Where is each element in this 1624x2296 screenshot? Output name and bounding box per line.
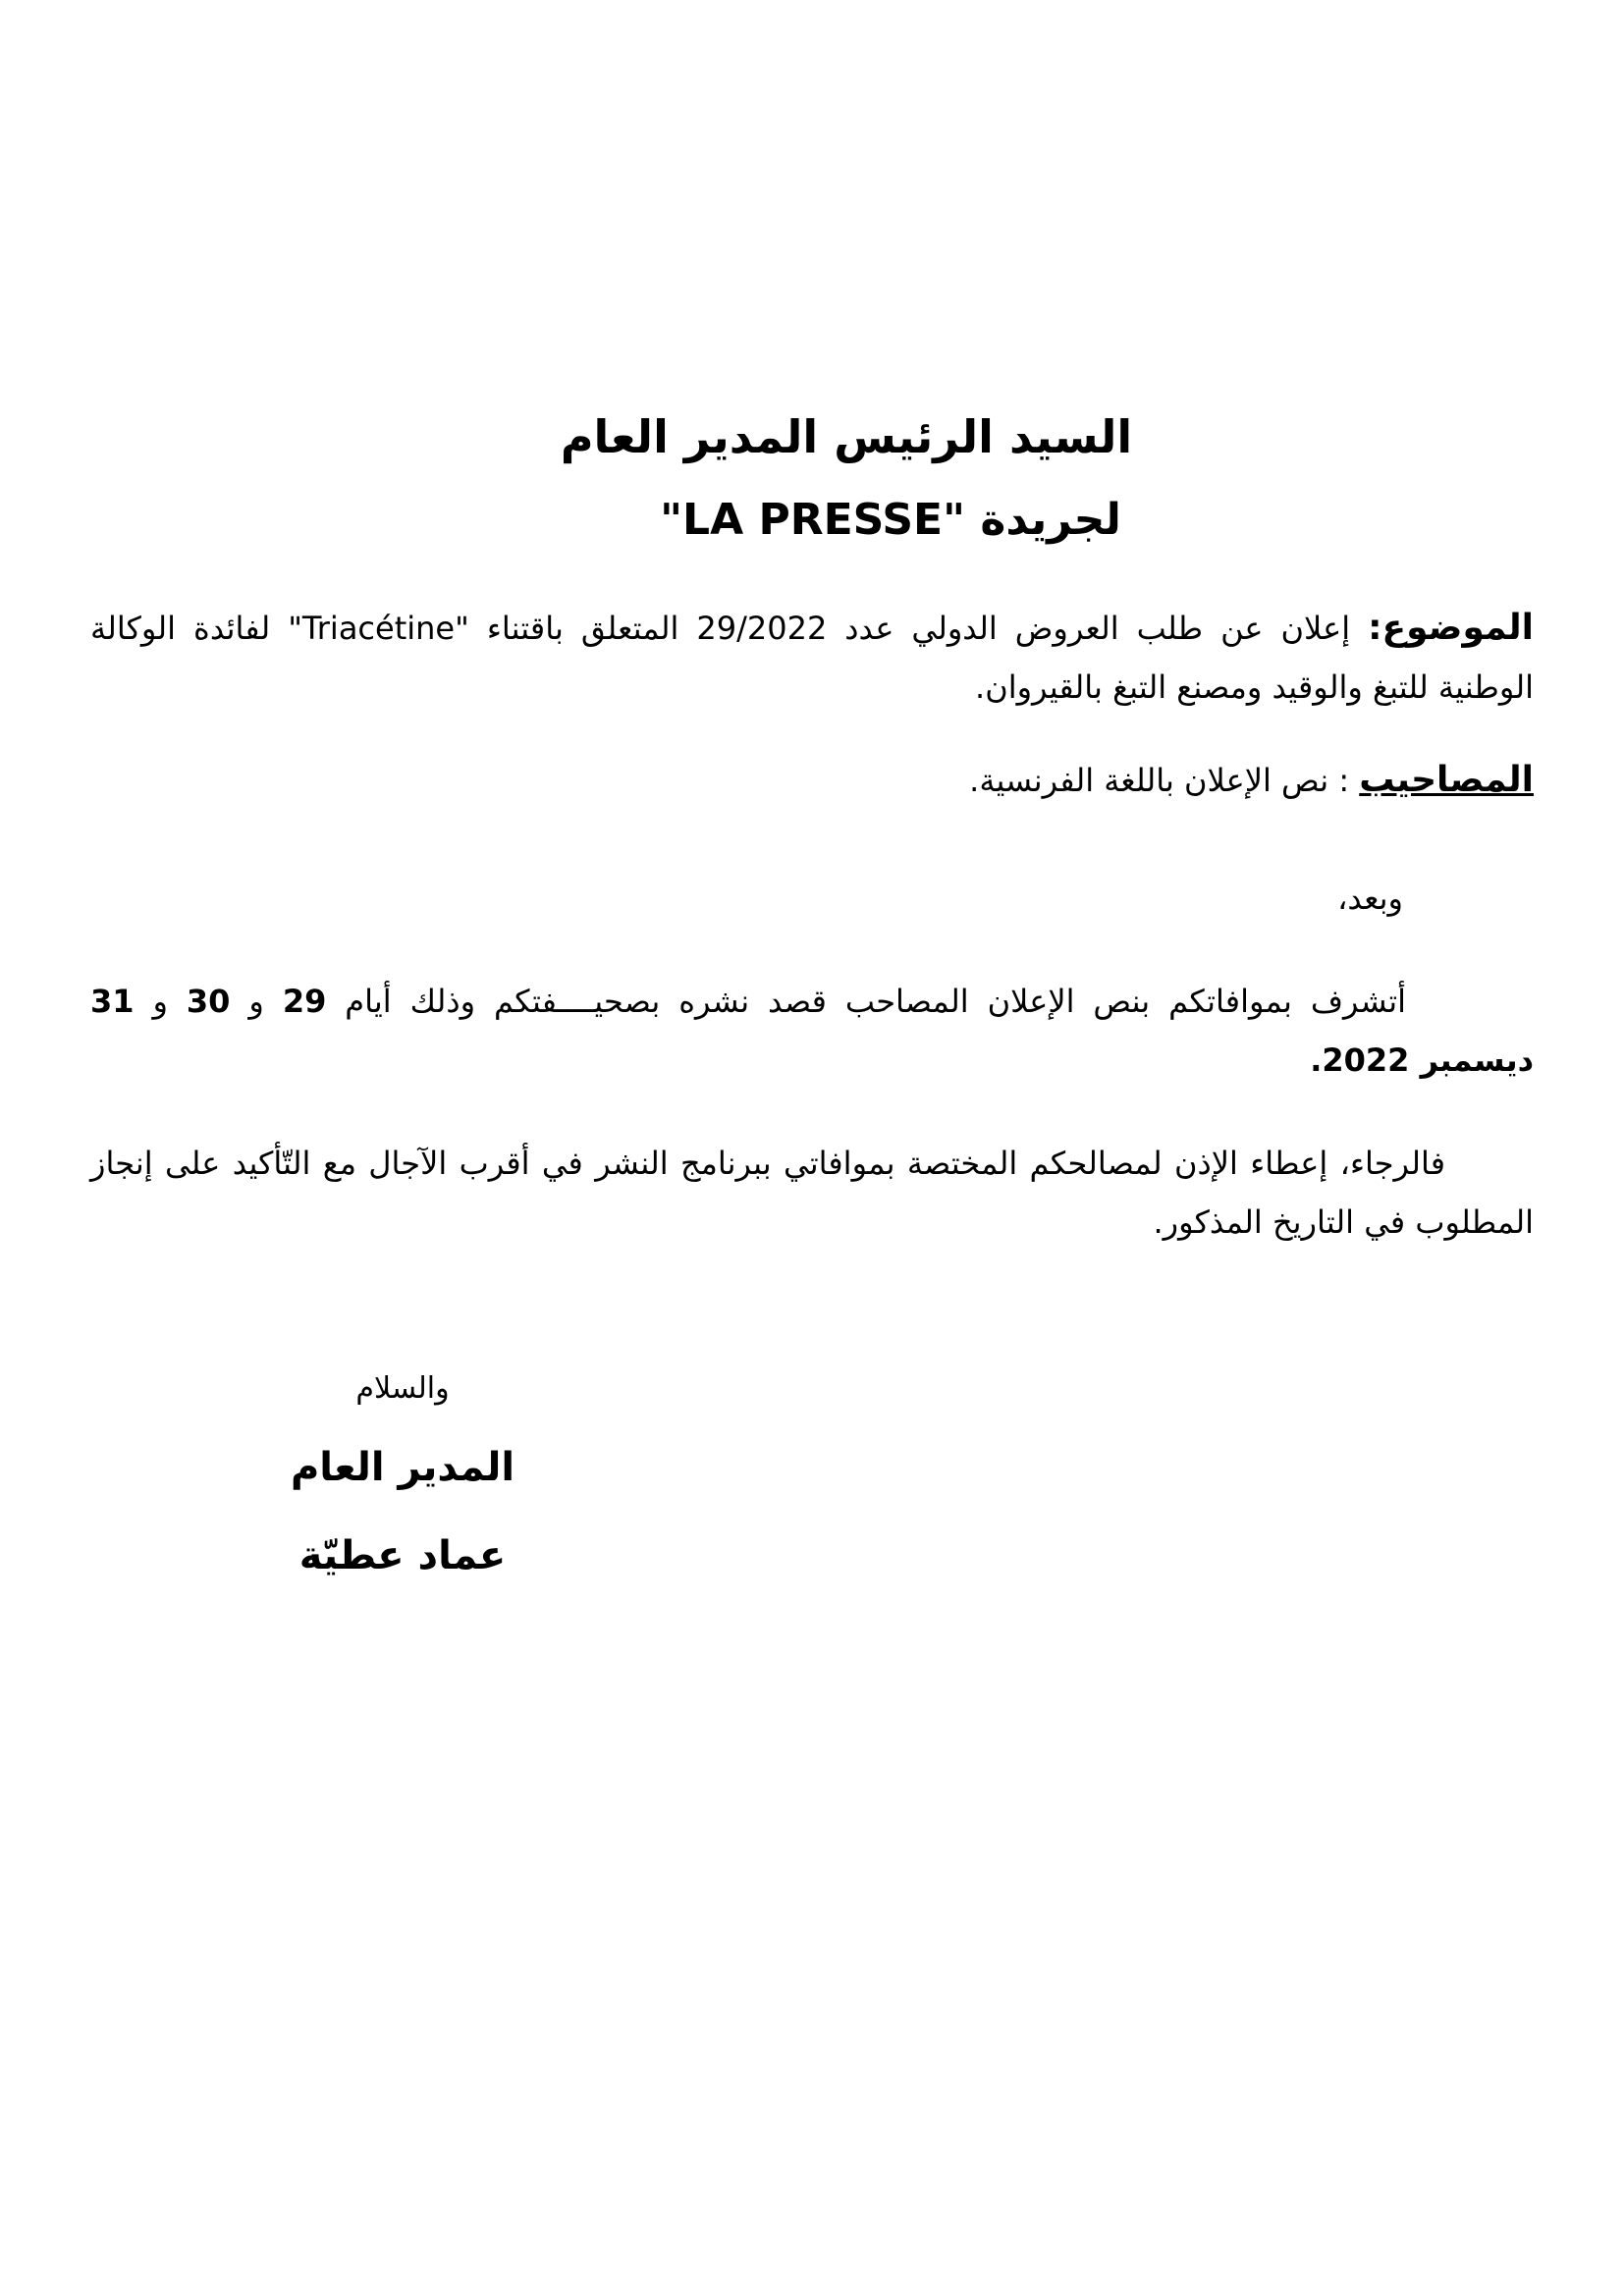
paragraph-1-text: أتشرف بموافاتكم بنص الإعلان المصاحب قصد نشره بصحيــــفتكم وذلك أيام xyxy=(326,983,1407,1020)
attachment-label: المصاحيب xyxy=(1359,760,1534,800)
greeting: وبعد، xyxy=(1337,880,1403,917)
subject-label: الموضوع: xyxy=(1368,608,1535,648)
recipient-newspaper xyxy=(0,486,1624,555)
signatory-role: المدير العام xyxy=(290,1445,515,1490)
date-month: ديسمبر xyxy=(1409,1041,1534,1079)
attachment-text: : نص الإعلان باللغة الفرنسية. xyxy=(969,762,1360,799)
body-paragraph-1 xyxy=(90,972,1534,1090)
date-day-30: 30 xyxy=(186,983,231,1020)
recipient-line-1: السيد الرئيس المدير العام xyxy=(560,410,1133,463)
subject-text: إعلان عن طلب العروض الدولي عدد 29/2022 المتعلق باقتناء "Triacétine" لفائدة الوكالة الوطنية للتبغ والوقيد ومصنع التبغ بالقيروان. xyxy=(90,610,1534,706)
recipient-line-2: لجريدة "LA PRESSE" xyxy=(660,495,1121,545)
subject-paragraph xyxy=(90,599,1534,717)
attachment-paragraph xyxy=(90,751,1534,810)
date-day-31: 31 xyxy=(90,983,135,1020)
signatory-name: عماد عطيّة xyxy=(298,1533,507,1578)
date-year: 2022. xyxy=(1310,1041,1410,1079)
date-day-29: 29 xyxy=(282,983,327,1020)
recipient-title xyxy=(0,402,1624,471)
body-paragraph-2 xyxy=(90,1134,1534,1252)
conj-2: و xyxy=(134,983,187,1020)
paragraph-2-text: فالرجاء، إعطاء الإذن لمصالحكم المختصة بموافاتي ببرنامج النشر في أقرب الآجال مع التّأكيد على إنجاز المطلوب في التاريخ المذكور. xyxy=(90,1145,1534,1241)
closing: والسلام xyxy=(355,1371,450,1406)
conj-1: و xyxy=(230,983,283,1020)
body-paragraph-1-content xyxy=(90,972,1534,1090)
